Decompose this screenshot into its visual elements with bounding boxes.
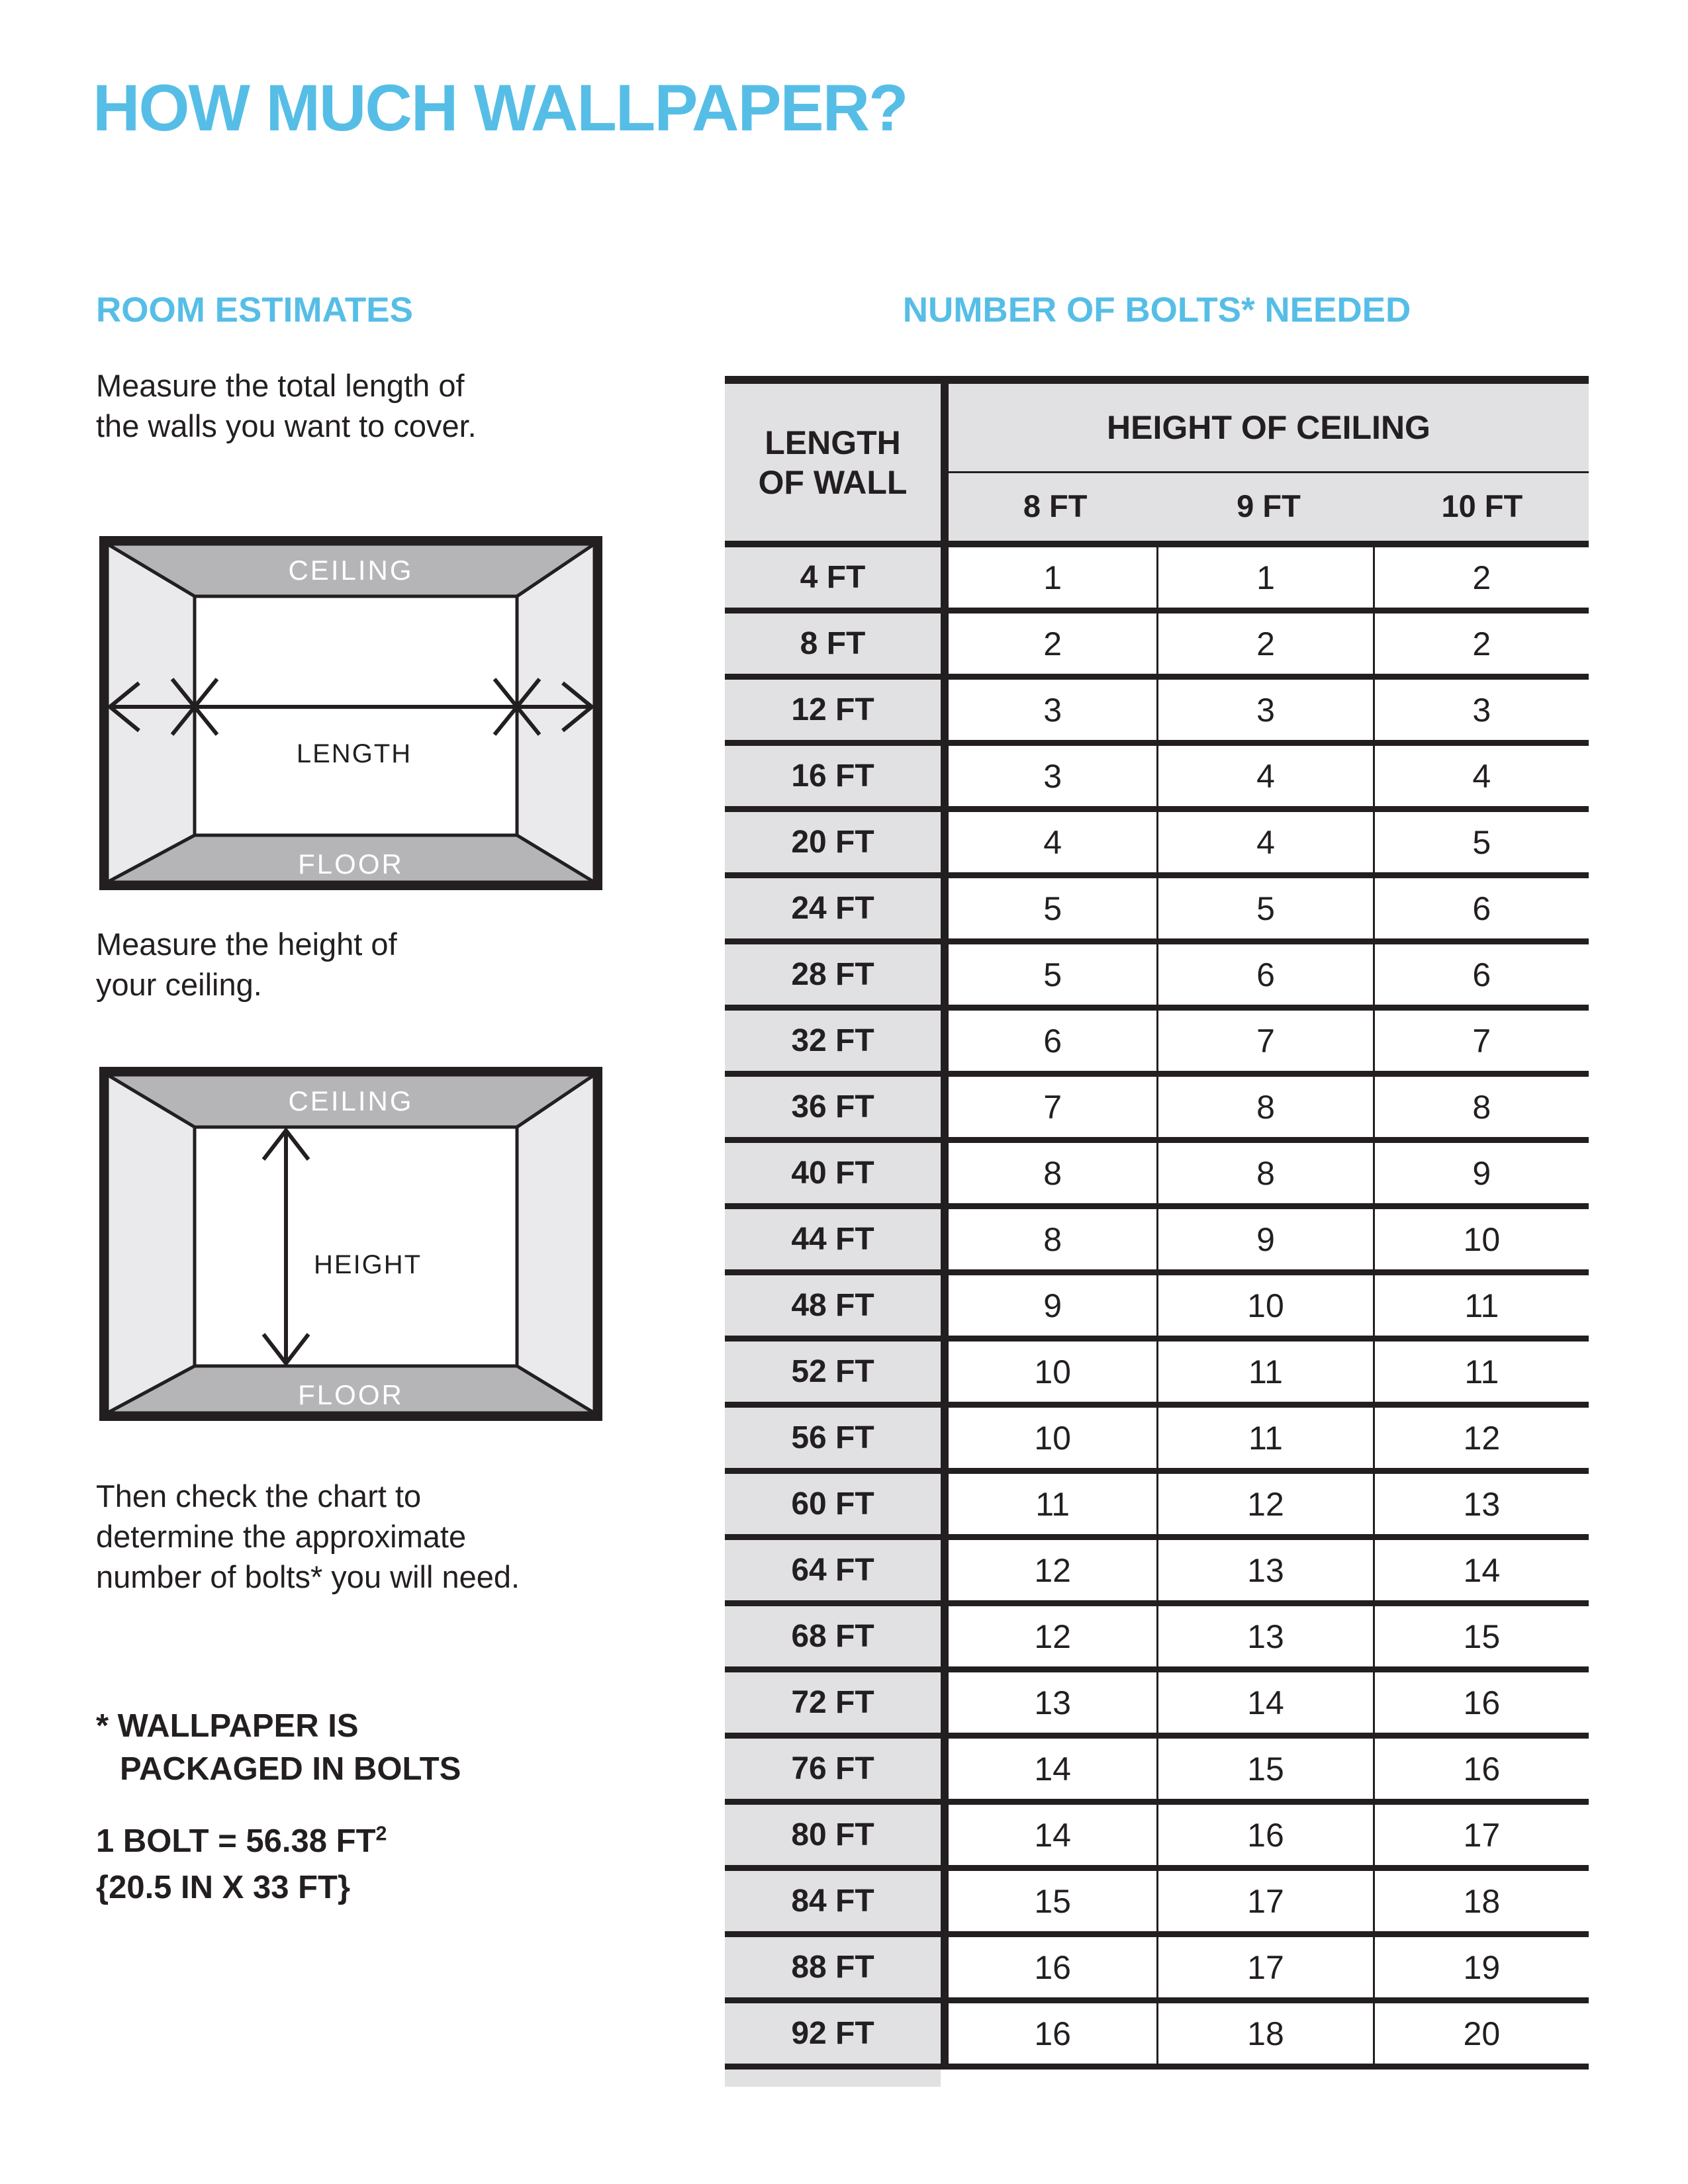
table-row bbox=[725, 746, 1589, 812]
bolt-dimensions: {20.5 IN X 33 FT} bbox=[96, 1870, 351, 1905]
bolt-count-cell: 14 bbox=[941, 1805, 1156, 1865]
bolt-count-cell: 15 bbox=[941, 1871, 1156, 1931]
table-row bbox=[725, 1011, 1589, 1077]
bolt-count-cell: 18 bbox=[1373, 1871, 1589, 1931]
bolt-count-cell: 17 bbox=[1156, 1937, 1372, 1997]
row-length-label: 64 FT bbox=[725, 1540, 941, 1600]
table-row bbox=[725, 1672, 1589, 1739]
bolt-count-cell: 4 bbox=[941, 812, 1156, 872]
back-wall-panel bbox=[195, 1127, 517, 1366]
bolt-count-cell: 6 bbox=[941, 1011, 1156, 1071]
table-row bbox=[725, 680, 1589, 746]
row-length-label: 32 FT bbox=[725, 1011, 941, 1071]
bolt-count-cell: 9 bbox=[1373, 1143, 1589, 1203]
bolt-count-cell: 3 bbox=[941, 680, 1156, 740]
table-row bbox=[725, 1871, 1589, 1937]
table-row bbox=[725, 1077, 1589, 1143]
page-title: HOW MUCH WALLPAPER? bbox=[93, 71, 908, 144]
table-row bbox=[725, 614, 1589, 680]
left-wall-panel bbox=[107, 1075, 195, 1413]
length-dimension-label: LENGTH bbox=[296, 739, 412, 768]
bolt-count-cell: 16 bbox=[941, 2003, 1156, 2064]
row-length-label: 16 FT bbox=[725, 746, 941, 806]
bolt-count-cell: 16 bbox=[1373, 1672, 1589, 1733]
row-length-label: 68 FT bbox=[725, 1606, 941, 1666]
instruction-line: your ceiling. bbox=[96, 967, 262, 1002]
length-of-wall-line: LENGTH bbox=[765, 424, 901, 461]
bolt-equation-text: 1 BOLT = 56.38 FT bbox=[96, 1823, 376, 1859]
table-header bbox=[725, 384, 1589, 541]
bolts-footnote bbox=[96, 1705, 461, 1791]
bolt-count-cell: 13 bbox=[1373, 1474, 1589, 1534]
row-length-label: 24 FT bbox=[725, 878, 941, 938]
bolt-count-cell: 10 bbox=[1156, 1275, 1372, 1336]
table-row bbox=[725, 1474, 1589, 1540]
row-length-label: 20 FT bbox=[725, 812, 941, 872]
back-wall-panel bbox=[195, 596, 517, 835]
table-row bbox=[725, 944, 1589, 1011]
right-wall-panel bbox=[517, 1075, 594, 1413]
bolt-count-cell: 5 bbox=[1373, 812, 1589, 872]
instruction-measure-length bbox=[96, 365, 477, 446]
bolt-count-cell: 3 bbox=[941, 746, 1156, 806]
bolt-count-cell: 7 bbox=[1156, 1011, 1372, 1071]
header-divider-rule bbox=[725, 541, 1589, 547]
table-row bbox=[725, 547, 1589, 614]
table-row bbox=[725, 1805, 1589, 1871]
bolt-count-cell: 18 bbox=[1156, 2003, 1372, 2064]
row-length-label: 44 FT bbox=[725, 1209, 941, 1269]
table-row bbox=[725, 1143, 1589, 1209]
bolts-table bbox=[725, 376, 1589, 2087]
bolts-needed-heading: NUMBER OF BOLTS* NEEDED bbox=[902, 291, 1411, 330]
bolt-count-cell: 7 bbox=[941, 1077, 1156, 1137]
bolt-count-cell: 2 bbox=[1373, 614, 1589, 674]
bolt-count-cell: 8 bbox=[941, 1143, 1156, 1203]
bolt-count-cell: 11 bbox=[1156, 1408, 1372, 1468]
bolt-count-cell: 17 bbox=[1373, 1805, 1589, 1865]
bolt-count-cell: 10 bbox=[941, 1408, 1156, 1468]
bolt-count-cell: 14 bbox=[941, 1739, 1156, 1799]
table-row bbox=[725, 1408, 1589, 1474]
bolt-count-cell: 5 bbox=[941, 944, 1156, 1005]
table-row bbox=[725, 1275, 1589, 1342]
col-header-9ft: 9 FT bbox=[1237, 488, 1301, 523]
floor-label: FLOOR bbox=[298, 1379, 404, 1410]
bolt-count-cell: 3 bbox=[1373, 680, 1589, 740]
footnote-line: PACKAGED IN BOLTS bbox=[120, 1751, 461, 1787]
row-length-label: 80 FT bbox=[725, 1805, 941, 1865]
bolt-count-cell: 11 bbox=[1373, 1342, 1589, 1402]
table-row bbox=[725, 1209, 1589, 1275]
row-length-label: 12 FT bbox=[725, 680, 941, 740]
height-of-ceiling-header bbox=[941, 384, 1589, 541]
bolt-count-cell: 1 bbox=[1156, 547, 1372, 608]
height-dimension-label: HEIGHT bbox=[314, 1250, 422, 1279]
bolt-count-cell: 16 bbox=[941, 1937, 1156, 1997]
row-length-label: 56 FT bbox=[725, 1408, 941, 1468]
bolt-count-cell: 9 bbox=[941, 1275, 1156, 1336]
table-row bbox=[725, 1937, 1589, 2003]
bolt-count-cell: 19 bbox=[1373, 1937, 1589, 1997]
bolt-count-cell: 14 bbox=[1373, 1540, 1589, 1600]
bolt-count-cell: 2 bbox=[941, 614, 1156, 674]
bolt-count-cell: 5 bbox=[941, 878, 1156, 938]
bolt-count-cell: 4 bbox=[1156, 812, 1372, 872]
bolt-count-cell: 12 bbox=[1156, 1474, 1372, 1534]
room-height-diagram bbox=[99, 1067, 602, 1421]
bolt-count-cell: 8 bbox=[1373, 1077, 1589, 1137]
bolt-count-cell: 17 bbox=[1156, 1871, 1372, 1931]
bolt-count-cell: 11 bbox=[1156, 1342, 1372, 1402]
table-row bbox=[725, 1606, 1589, 1672]
room-length-diagram bbox=[99, 536, 602, 890]
table-row bbox=[725, 878, 1589, 944]
row-length-label: 8 FT bbox=[725, 614, 941, 674]
instruction-line: Then check the chart to bbox=[96, 1479, 422, 1514]
bolt-count-cell: 4 bbox=[1156, 746, 1372, 806]
bolt-count-cell: 8 bbox=[941, 1209, 1156, 1269]
row-length-label: 36 FT bbox=[725, 1077, 941, 1137]
bolt-count-cell: 13 bbox=[1156, 1540, 1372, 1600]
bolt-count-cell: 11 bbox=[1373, 1275, 1589, 1336]
table-row bbox=[725, 1540, 1589, 1606]
bolt-count-cell: 4 bbox=[1373, 746, 1589, 806]
bolt-count-cell: 11 bbox=[941, 1474, 1156, 1534]
bolt-count-cell: 16 bbox=[1156, 1805, 1372, 1865]
ceiling-label: CEILING bbox=[288, 1085, 414, 1116]
row-length-label: 76 FT bbox=[725, 1739, 941, 1799]
bolt-count-cell: 20 bbox=[1373, 2003, 1589, 2064]
bolt-count-cell: 10 bbox=[941, 1342, 1156, 1402]
bolt-count-cell: 10 bbox=[1373, 1209, 1589, 1269]
length-of-wall-line: OF WALL bbox=[758, 463, 908, 501]
bolt-count-cell: 12 bbox=[1373, 1408, 1589, 1468]
bolt-count-cell: 13 bbox=[1156, 1606, 1372, 1666]
table-row bbox=[725, 1342, 1589, 1408]
bolt-count-cell: 3 bbox=[1156, 680, 1372, 740]
col-header-8ft: 8 FT bbox=[1023, 488, 1088, 523]
bolt-count-cell: 7 bbox=[1373, 1011, 1589, 1071]
bolt-count-cell: 14 bbox=[1156, 1672, 1372, 1733]
instruction-line: number of bolts* you will need. bbox=[96, 1559, 520, 1594]
row-length-label: 40 FT bbox=[725, 1143, 941, 1203]
row-length-label: 92 FT bbox=[725, 2003, 941, 2064]
bolt-count-cell: 6 bbox=[1373, 878, 1589, 938]
bolt-count-cell: 2 bbox=[1156, 614, 1372, 674]
bolt-count-cell: 1 bbox=[941, 547, 1156, 608]
table-top-bar bbox=[725, 376, 1589, 384]
bolt-count-cell: 6 bbox=[1373, 944, 1589, 1005]
row-length-label: 28 FT bbox=[725, 944, 941, 1005]
room-estimates-heading: ROOM ESTIMATES bbox=[96, 291, 413, 330]
bolt-count-cell: 5 bbox=[1156, 878, 1372, 938]
row-length-label: 4 FT bbox=[725, 547, 941, 608]
instruction-line: the walls you want to cover. bbox=[96, 408, 477, 443]
floor-label: FLOOR bbox=[298, 848, 404, 880]
row-length-label: 72 FT bbox=[725, 1672, 941, 1733]
table-bottom-strip bbox=[725, 2070, 941, 2087]
height-of-ceiling-label: HEIGHT OF CEILING bbox=[949, 384, 1589, 473]
bolt-count-cell: 6 bbox=[1156, 944, 1372, 1005]
instruction-line: determine the approximate bbox=[96, 1519, 467, 1554]
bolt-count-cell: 8 bbox=[1156, 1077, 1372, 1137]
instruction-measure-height bbox=[96, 924, 397, 1005]
table-body bbox=[725, 547, 1589, 2070]
bolt-count-cell: 9 bbox=[1156, 1209, 1372, 1269]
ceiling-height-columns bbox=[949, 473, 1589, 539]
bolt-count-cell: 15 bbox=[1156, 1739, 1372, 1799]
bolt-equation bbox=[96, 1823, 387, 1860]
bolt-count-cell: 13 bbox=[941, 1672, 1156, 1733]
bolt-count-cell: 12 bbox=[941, 1606, 1156, 1666]
bolt-count-cell: 2 bbox=[1373, 547, 1589, 608]
bolt-count-cell: 16 bbox=[1373, 1739, 1589, 1799]
instruction-line: Measure the total length of bbox=[96, 368, 465, 403]
instruction-line: Measure the height of bbox=[96, 927, 397, 962]
row-length-label: 88 FT bbox=[725, 1937, 941, 1997]
bolt-count-cell: 15 bbox=[1373, 1606, 1589, 1666]
length-of-wall-header bbox=[725, 384, 941, 541]
table-row bbox=[725, 812, 1589, 878]
row-length-label: 84 FT bbox=[725, 1871, 941, 1931]
row-length-label: 52 FT bbox=[725, 1342, 941, 1402]
bolt-equation-superscript: 2 bbox=[375, 1822, 387, 1845]
bolt-count-cell: 12 bbox=[941, 1540, 1156, 1600]
row-length-label: 60 FT bbox=[725, 1474, 941, 1534]
table-row bbox=[725, 1739, 1589, 1805]
footnote-line: * WALLPAPER IS bbox=[96, 1708, 359, 1744]
ceiling-label: CEILING bbox=[288, 555, 414, 586]
bolt-count-cell: 8 bbox=[1156, 1143, 1372, 1203]
instruction-check-chart bbox=[96, 1476, 520, 1597]
row-length-label: 48 FT bbox=[725, 1275, 941, 1336]
col-header-10ft: 10 FT bbox=[1441, 488, 1523, 523]
table-row bbox=[725, 2003, 1589, 2070]
